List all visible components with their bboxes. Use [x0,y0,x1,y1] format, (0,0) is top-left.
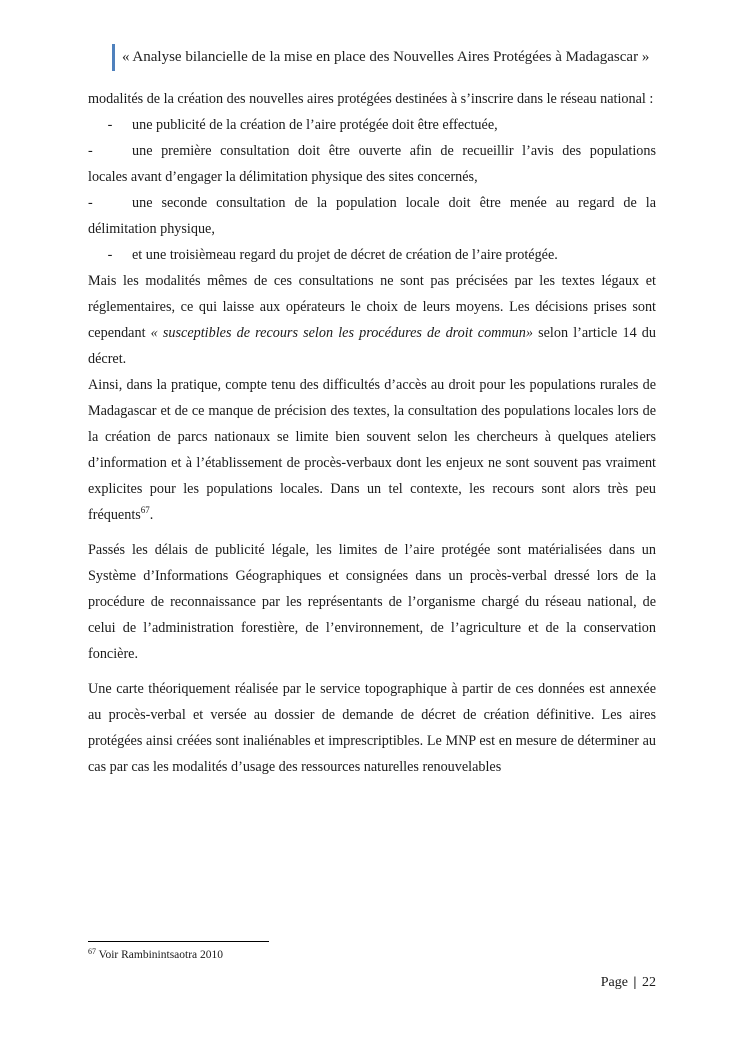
bullet-text: et une troisièmeau regard du projet de décret de création de l’aire protégée. [132,247,558,263]
bullet-text-continuation: délimitation physique, [88,221,215,237]
paragraph-intro: modalités de la création des nouvelles aires protégées destinées à s’inscrire dans le réseau national : [88,91,654,107]
page-number-value: 22 [642,975,656,990]
bullet-dash: - [88,143,93,159]
footnote-reference[interactable]: 67 [140,505,150,515]
bullet-item [88,138,656,190]
paragraph-mais: Mais les modalités mêmes de ces consultations ne sont pas précisées par les textes légaux et réglementaires, ce qui laisse aux opérateurs le choix de leurs moyens. Les décisions prises sont cependant « susceptibles de recours selon les procédures de droit commun» selon l’article 14 du décret. [88,273,656,367]
page-separator: | [633,975,637,990]
header-title: « Analyse bilancielle de la mise en place des Nouvelles Aires Protégées à Madagascar » [122,49,650,65]
paragraph-ainsi: Ainsi, dans la pratique, compte tenu des difficultés d’accès au droit pour les populations rurales de Madagascar et de ce manque de précision des textes, la consultation des populations locales lors de la création de parcs nationaux se limite bien souvent selon les chercheurs à quelques ateliers d’information et à l’établissement de procès-verbaux dont les enjeux ne sont souvent pas vraiment explicites pour les populations locales. Dans un tel contexte, les recours sont alors très peu fréquents$^{67}$. [88,377,656,523]
paragraph-carte: Une carte théoriquement réalisée par le service topographique à partir de ces données est annexée au procès-verbal et versée au dossier de demande de décret de création définitive. Les aires protégées ainsi créées sont inaliénables et imprescriptibles. Le MNP est en mesure de déterminer au cas par cas les modalités d’usage des ressources naturelles renouvelables [88,681,656,775]
page-number [601,974,656,992]
bullet-item [88,190,656,242]
footnote-separator [88,941,269,942]
bullet-dash: - [88,195,93,211]
body-text [88,86,656,780]
page-label: Page [600,975,628,990]
bullet-dash: - [107,117,113,133]
footnote-number: 67 [88,947,96,956]
running-header [112,44,649,71]
bullet-line [88,138,656,164]
bullet-text: une première consultation doit être ouverte afin de recueillir l’avis des populations [132,143,656,159]
bullet-text-continuation: locales avant d’engager la délimitation physique des sites concernés, [88,169,478,185]
bullet-dash: - [107,247,113,263]
paragraph-passes: Passés les délais de publicité légale, les limites de l’aire protégée sont matérialisées dans un Système d’Informations Géographiques et consignées dans un procès-verbal dressé lors de la procédure de reconnaissance par les représentants de l’organisme chargé du réseau national, de celui de l’administration forestière, de l’environnement, de l’agriculture et de la conservation foncière. [88,542,656,662]
bullet-item [88,242,656,268]
footnote-text: Voir Rambinintsaotra 2010 [96,949,224,961]
footnote [88,948,223,963]
bullet-text: une publicité de la création de l’aire protégée doit être effectuée, [132,117,498,133]
bullet-item [88,112,656,138]
quote-text: « susceptibles de recours selon les procédures de droit commun» [150,325,533,341]
bullet-text: une seconde consultation de la population locale doit être menée au regard de la [132,195,656,211]
bullet-line [88,190,656,216]
